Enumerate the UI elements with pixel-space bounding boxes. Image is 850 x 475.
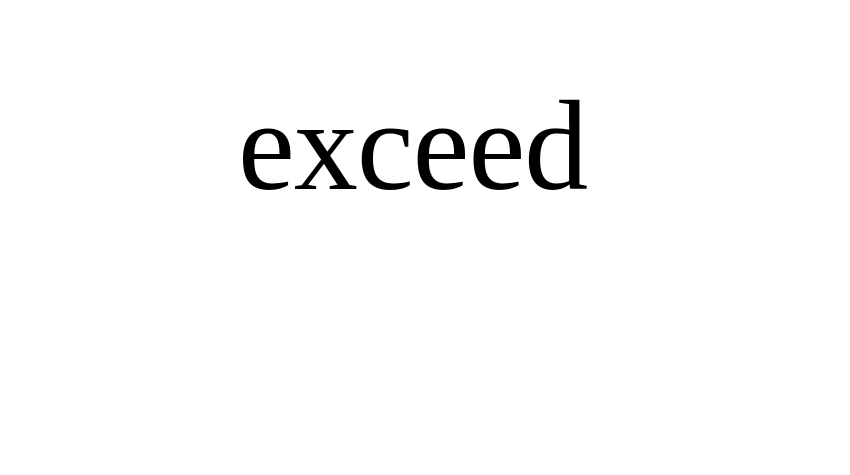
displayed-word: exceed xyxy=(238,75,588,217)
